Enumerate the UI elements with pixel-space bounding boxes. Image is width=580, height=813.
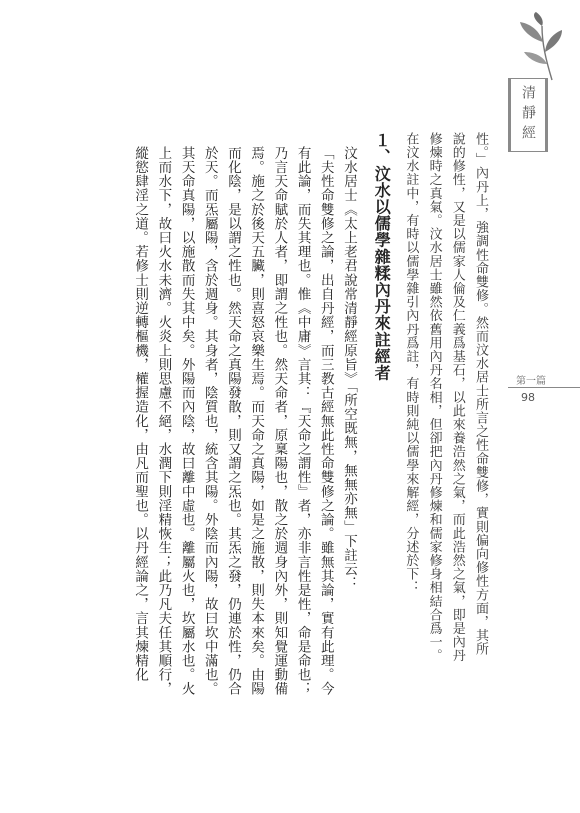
- chapter-label: 第一篇: [516, 376, 546, 387]
- page-number: 98: [521, 391, 535, 404]
- quote-line: 上而水下，故曰火水未濟。火炎上則思慮不絕，水潤下則淫精恢生；此乃凡夫任其順行，: [155, 146, 172, 696]
- section-heading: １、汶水以儒學雜糅內丹來註經者: [372, 132, 392, 381]
- intro-line: 性。」內丹上，強調性命雙修。然而汶水居士所言之性命雙修，實則偏向修性方面，其所: [473, 132, 488, 656]
- chapter-divider: [508, 387, 580, 388]
- quote-line: 乃言天命賦於人者，即謂之性也。然天命者，原稟陽也，散之於週身內外，則知覺運動備: [271, 146, 288, 696]
- citation-line: 汶水居士《太上老君說常清靜經原旨》「所空既無，無無亦無」下註云：: [340, 146, 357, 591]
- intro-line: 修煉時之真氣。汶水居士雖然依舊用內丹名相，但卻把內丹修煉和儒家修身相結合爲一。: [426, 132, 442, 663]
- leaf-icon: [512, 12, 564, 82]
- intro-line: 說的修性，又是以儒家人倫及仁義爲基石，以此來養浩然之氣，而此浩然之氣，即是內丹: [449, 132, 465, 663]
- quote-line: 「夫性命雙修之論，出自丹經，而三教古經無此性命雙修之論。雖無其論，實有此理。今: [317, 146, 334, 696]
- quote-line: 而化陰，是以謂之性也。然天命之真陽發散，則又謂之炁也。其炁之發，仍連於性，仍合: [224, 146, 241, 696]
- quote-line: 其天命真陽，以施散而失其中矣。外陽而內陰，故曰離中虛也。離屬火也，坎屬水也。火: [178, 146, 195, 696]
- book-title: 清靜經: [508, 78, 548, 152]
- quote-line: 焉。施之於後天五臟，則喜怒哀樂生焉。而天命之真陽，如是之施散，則失本來矣。由陽: [248, 146, 265, 696]
- main-text-block: [128, 132, 492, 762]
- quote-line: 縱慾肆淫之道。若修士則逆轉樞機，權握造化，由凡而聖也。以丹經論之，言其煉精化: [132, 146, 149, 682]
- quote-line: 有此論，而失其理也。惟《中庸》言其：『天命之謂性』者，亦非言性是性，命是命也；: [294, 146, 311, 696]
- quote-line: 於天。而炁屬陽，含於週身。其身者，陰質也，統含其陽。外陰而內陽，故曰坎中滿也。: [201, 146, 218, 696]
- intro-line: 在汶水註中，有時以儒學雜引內丹爲註，有時則純以儒學來解經，分述於下：: [403, 132, 419, 595]
